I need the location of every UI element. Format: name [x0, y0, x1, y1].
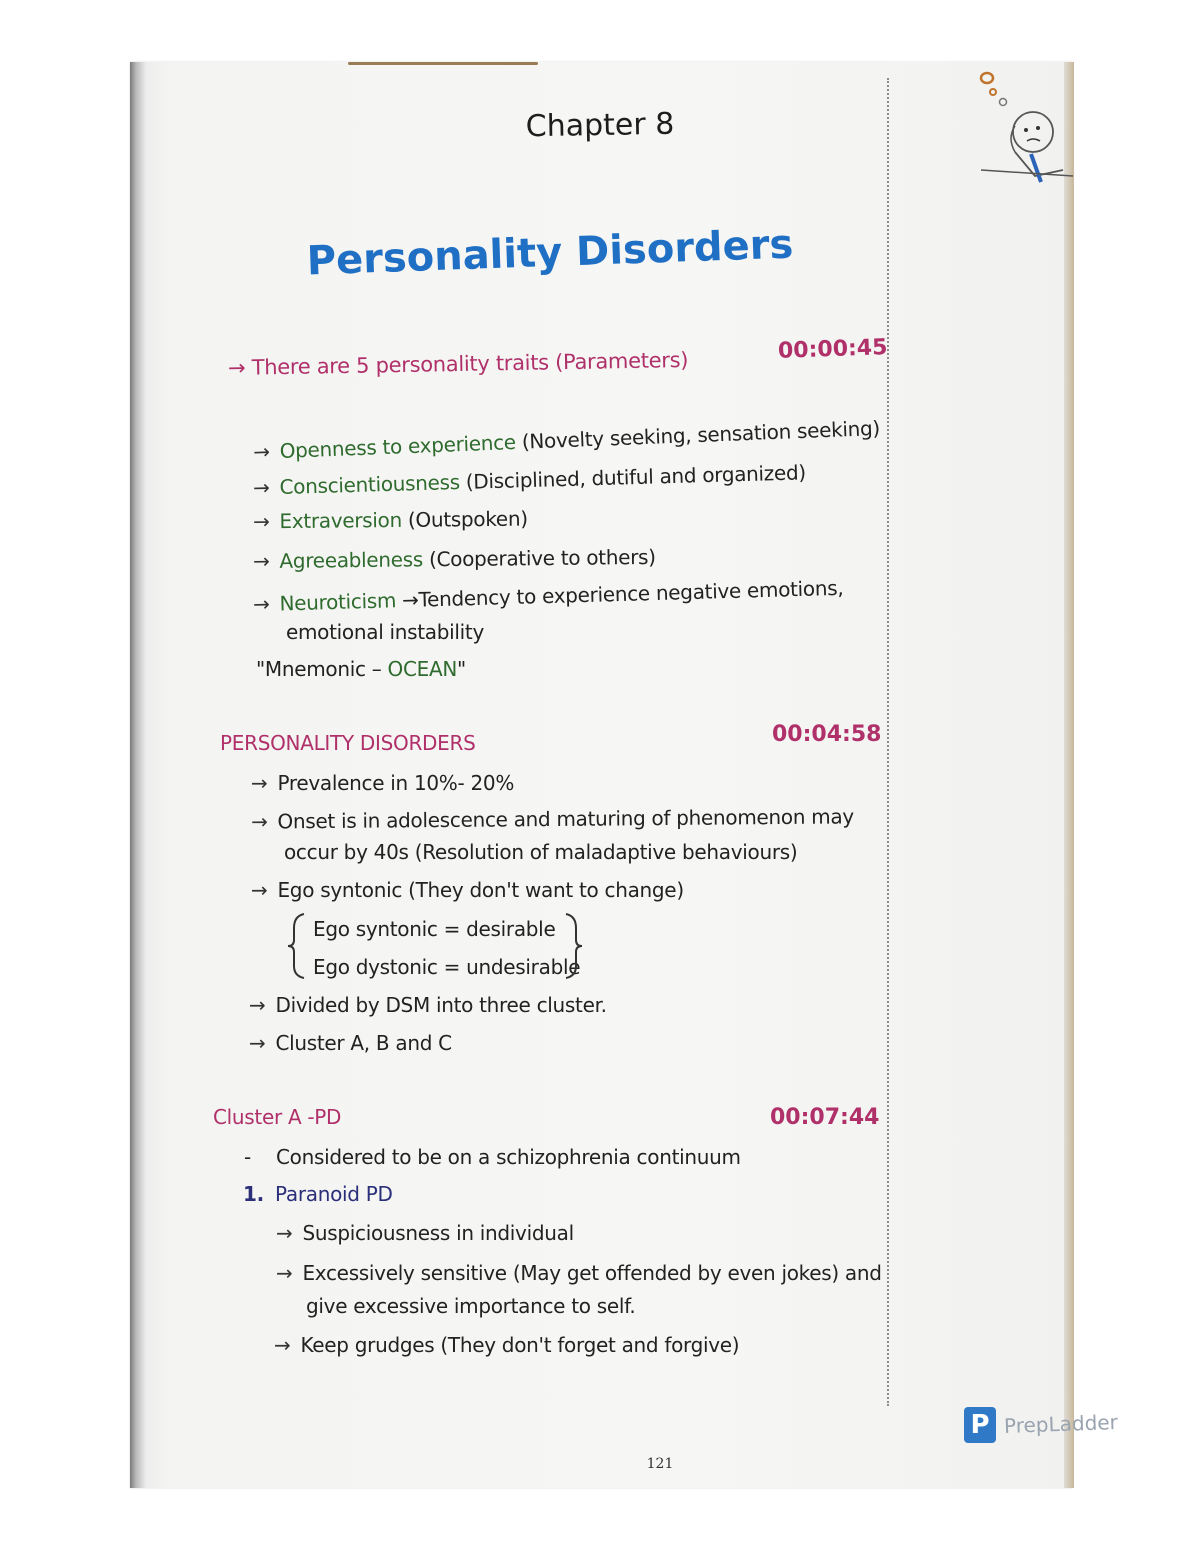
mnemonic-word: OCEAN: [387, 657, 457, 681]
trait-name: Extraversion: [279, 507, 403, 534]
list-item-text: Divided by DSM into three cluster.: [275, 993, 607, 1017]
list-item: [251, 878, 684, 902]
list-item-text: Ego syntonic (They don't want to change): [277, 878, 684, 902]
right-brace: [562, 912, 584, 980]
page-top-edge: [348, 62, 538, 65]
arrow-icon: →: [252, 475, 270, 500]
arrow-icon: →: [249, 993, 266, 1017]
sub-item-text: Excessively sensitive (May get offended by even jokes) and: [302, 1261, 882, 1285]
arrow-icon: →: [251, 771, 268, 795]
mnemonic: [256, 657, 466, 681]
sub-item-continued: give excessive importance to self.: [306, 1294, 636, 1318]
list-item-text: Prevalence in 10%- 20%: [277, 771, 515, 795]
trait-item: [253, 507, 528, 534]
list-item: [251, 771, 514, 795]
arrow-icon: →: [276, 1221, 293, 1245]
number-marker: 1.: [243, 1182, 264, 1206]
dash-marker: -: [244, 1145, 251, 1169]
left-brace: [286, 912, 308, 980]
list-item: [249, 1031, 452, 1055]
trait-description: (Outspoken): [407, 506, 528, 532]
section-heading-personality-disorders: PERSONALITY DISORDERS: [220, 731, 476, 755]
arrow-icon: →: [250, 809, 268, 834]
trait-name: Conscientiousness: [279, 469, 461, 499]
arrow-icon: →: [249, 1031, 266, 1055]
trait-name: Agreeableness: [279, 547, 424, 573]
list-item: [249, 993, 607, 1017]
page-number: 121: [646, 1456, 674, 1472]
trait-item: [253, 545, 656, 573]
sub-item: [276, 1261, 882, 1285]
timestamp-personality-disorders: 00:04:58: [772, 722, 882, 747]
ego-syntonic-definition: Ego syntonic = desirable: [313, 917, 556, 941]
mnemonic-prefix: "Mnemonic –: [256, 657, 388, 681]
numbered-item-text: Paranoid PD: [275, 1182, 393, 1206]
section-heading-cluster-a: Cluster A -PD: [213, 1105, 342, 1129]
page-title: Personality Disorders: [305, 221, 794, 285]
list-item-text: Cluster A, B and C: [275, 1031, 452, 1055]
trait-description-continued: emotional instability: [286, 620, 484, 644]
trait-description: →Tendency to experience negative emotions,: [401, 575, 844, 613]
numbered-item: [243, 1182, 393, 1206]
sub-item-text: Suspiciousness in individual: [302, 1221, 574, 1245]
arrow-icon: →: [252, 591, 270, 617]
list-item-text: Onset is in adolescence and maturing of phenomenon may: [277, 804, 855, 834]
dash-item: [244, 1145, 741, 1169]
prepladder-logo-text: PrepLadder: [1003, 1410, 1119, 1438]
arrow-icon: →: [252, 509, 270, 534]
traits-heading-text: There are 5 personality traits (Parameters): [251, 347, 689, 380]
dash-item-text: Considered to be on a schizophrenia continuum: [276, 1145, 741, 1169]
chapter-label: Chapter 8: [525, 106, 675, 145]
trait-description: (Cooperative to others): [428, 544, 656, 572]
margin-divider: [887, 78, 889, 1406]
sub-item: [276, 1221, 574, 1245]
sub-item: [274, 1333, 739, 1357]
list-item-continued: occur by 40s (Resolution of maladaptive behaviours): [284, 840, 798, 864]
arrow-icon: →: [252, 439, 271, 465]
trait-description: (Disciplined, dutiful and organized): [465, 460, 807, 494]
sub-item-text: Keep grudges (They don't forget and forgive): [300, 1333, 740, 1357]
arrow-icon: →: [274, 1333, 291, 1357]
prepladder-logo-icon: P: [964, 1407, 996, 1443]
timestamp-cluster-a: 00:07:44: [770, 1105, 880, 1130]
page-right-edge: [1064, 62, 1074, 1488]
mnemonic-suffix: ": [457, 657, 466, 681]
arrow-icon: →: [227, 355, 246, 381]
trait-name: Neuroticism: [279, 588, 397, 616]
arrow-icon: →: [252, 548, 270, 574]
trait-description: (Novelty seeking, sensation seeking): [521, 415, 881, 454]
timestamp-traits: 00:00:45: [777, 335, 888, 364]
arrow-icon: →: [251, 878, 268, 902]
arrow-icon: →: [276, 1261, 293, 1285]
trait-name: Openness to experience: [279, 429, 517, 464]
ego-dystonic-definition: Ego dystonic = undesirable: [313, 955, 581, 979]
